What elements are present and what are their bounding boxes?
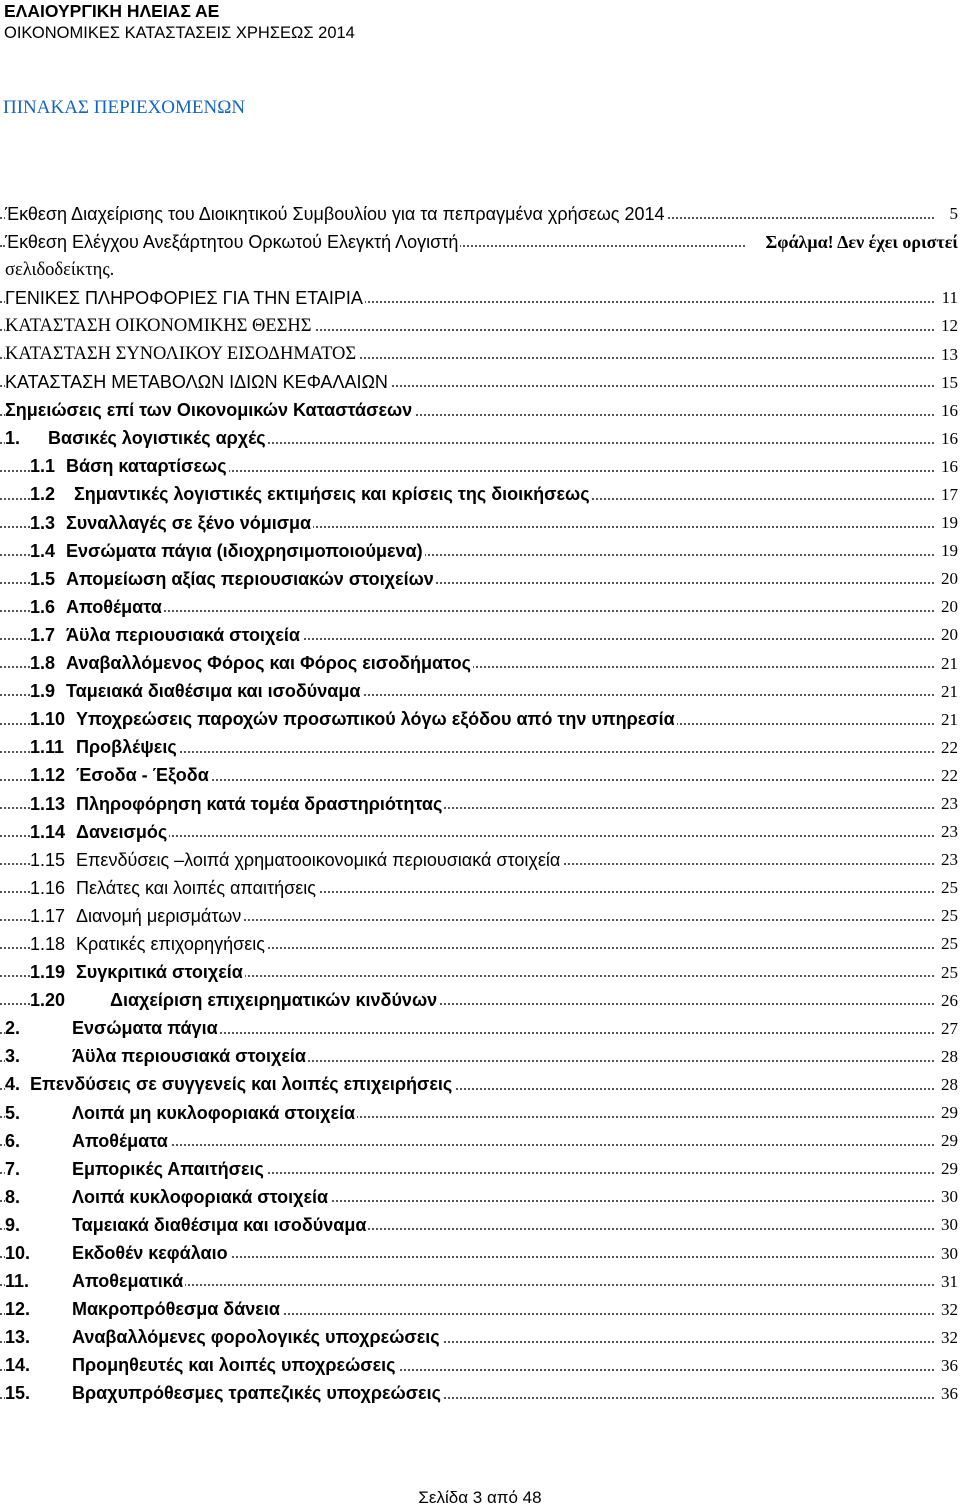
toc-entry-page: 22 [939, 734, 958, 762]
toc-entry-page: 36 [939, 1352, 958, 1380]
toc-entry[interactable] [0, 1268, 960, 1296]
toc-entry-number: 1.6 [30, 596, 56, 617]
toc-entry-text: Διαχείριση επιχειρηματικών κινδύνων [110, 990, 438, 1011]
toc-entry-label [30, 987, 439, 1015]
toc-entry-number: 1.3 [30, 512, 56, 533]
toc-entry-label [5, 228, 460, 256]
toc-entry-label [30, 593, 164, 621]
toc-entry-page: 28 [939, 1071, 958, 1099]
toc-entry-text: ΚΑΤΑΣΤΑΣΗ ΣΥΝΟΛΙΚΟΥ ΕΙΣΟΔΗΜΑΤΟΣ [5, 344, 357, 365]
toc-entry-page: 23 [939, 846, 958, 874]
toc-entry-number: 1.2 [30, 484, 56, 505]
toc-entry-label [30, 762, 211, 790]
toc-entry-text: Βασικές λογιστικές αρχές [48, 428, 266, 449]
toc-entry-label [5, 1352, 398, 1380]
toc-entry-page: 23 [939, 818, 958, 846]
toc-entry-number: 1.17 [30, 905, 66, 926]
toc-entry[interactable] [0, 678, 960, 706]
toc-entry-page: 21 [939, 678, 958, 706]
toc-entry-number: 4. [5, 1074, 21, 1095]
toc-entry-label [5, 1071, 454, 1099]
toc-entry-text: ΚΑΤΑΣΤΑΣΗ ΜΕΤΑΒΟΛΩΝ ΙΔΙΩΝ ΚΕΦΑΛΑΙΩΝ [5, 372, 388, 393]
toc-entry-page: 29 [939, 1099, 958, 1127]
toc-entry[interactable] [0, 1324, 960, 1352]
toc-entry-page: 32 [939, 1296, 958, 1324]
toc-entry-page: 22 [939, 762, 958, 790]
toc-entry-text: Αποθέματα [72, 1130, 168, 1151]
toc-entry-number: 1.9 [30, 681, 56, 702]
toc-entry-text: Διανομή μερισμάτων [76, 905, 242, 926]
toc-entry-page: Σφάλμα! Δεν έχει οριστεί [763, 228, 958, 256]
toc-entry-number: 11. [5, 1271, 30, 1292]
toc-entry-number: 1.15 [30, 849, 66, 870]
toc-entry-label [30, 959, 245, 987]
toc-entry-text: Σημαντικές λογιστικές εκτιμήσεις και κρίσεις της διοικήσεως [74, 484, 590, 505]
toc-entry-number: 1.1 [30, 456, 56, 477]
toc-entry-label [30, 621, 302, 649]
toc-entry-page: 29 [939, 1127, 958, 1155]
toc-entry-text: Έκθεση Διαχείρισης του Διοικητικού Συμβουλίου για τα πεπραγμένα χρήσεως 2014 [5, 203, 665, 224]
toc-entry-label [5, 1380, 443, 1408]
toc-entry-number: 1.19 [30, 962, 66, 983]
toc-entry[interactable] [0, 340, 960, 368]
toc-entry[interactable] [0, 621, 960, 649]
toc-entry[interactable] [0, 481, 960, 509]
toc-entry-label [5, 340, 358, 368]
toc-entry-number: 7. [5, 1158, 21, 1179]
toc-entry-text: Επενδύσεις σε συγγενείς και λοιπές επιχειρήσεις [30, 1074, 453, 1095]
toc-entry-page: 25 [939, 874, 958, 902]
company-name: ΕΛΑΙΟΥΡΓΙΚΗ ΗΛΕΙΑΣ ΑΕ [4, 1, 220, 21]
toc-entry-text: Αποθεματικά [72, 1271, 184, 1292]
toc-entry-text: Εμπορικές Απαιτήσεις [72, 1158, 264, 1179]
toc-entry[interactable] [0, 228, 960, 256]
toc-entry[interactable] [0, 706, 960, 734]
toc-entry-label [30, 846, 562, 874]
toc-entry[interactable] [0, 846, 960, 874]
toc-entry-page: 20 [939, 621, 958, 649]
toc-entry-label [30, 818, 169, 846]
toc-entry-page: 16 [939, 425, 958, 453]
toc-entry[interactable] [0, 509, 960, 537]
toc-entry-text: Ενσώματα πάγια (ιδιοχρησιμοποιούμενα) [66, 540, 423, 561]
toc-entry-text: Εκδοθέν κεφάλαιο [72, 1243, 228, 1264]
toc-entry-label [5, 284, 365, 312]
toc-entry-number: 6. [5, 1130, 21, 1151]
toc-entry[interactable] [0, 1211, 960, 1239]
toc-entry-number: 1.16 [30, 877, 66, 898]
toc-entry[interactable] [0, 902, 960, 930]
toc-entry-page: 13 [939, 340, 958, 368]
toc-entry-page: 27 [939, 1015, 958, 1043]
toc-entry-number: 12. [5, 1299, 31, 1320]
toc-entry[interactable] [0, 1296, 960, 1324]
toc-entry[interactable] [0, 425, 960, 453]
toc-entry-label [5, 1324, 442, 1352]
toc-entry-text: Προμηθευτές και λοιπές υποχρεώσεις [72, 1355, 396, 1376]
toc-entry-text: Ταμειακά διαθέσιμα και ισοδύναμα [66, 681, 361, 702]
toc-entry-text: Βάση καταρτίσεως [66, 456, 227, 477]
toc-entry-page: 30 [939, 1211, 958, 1239]
toc-entry-text: ΓΕΝΙΚΕΣ ΠΛΗΡΟΦΟΡΙΕΣ ΓΙΑ ΤΗΝ ΕΤΑΙΡΙΑ [5, 287, 363, 308]
toc-entry-number: 2. [5, 1018, 21, 1039]
toc-entry-label [5, 312, 314, 340]
toc-entry[interactable] [0, 959, 960, 987]
toc-entry-label [5, 397, 414, 425]
toc-entry-page: 5 [948, 200, 959, 228]
toc-entry-number: 10. [5, 1243, 31, 1264]
toc-entry[interactable] [0, 1015, 960, 1043]
toc-entry-text: Έσοδα - Έξοδα [76, 765, 209, 786]
toc-entry-number: 8. [5, 1186, 21, 1207]
toc-entry-page: 17 [939, 481, 958, 509]
toc-entry-page: 15 [939, 369, 958, 397]
toc-entry-label [30, 790, 444, 818]
toc-entry-text: Σημειώσεις επί των Οικονομικών Καταστάσεων [5, 400, 413, 421]
toc-entry[interactable] [0, 650, 960, 678]
toc-entry-text: Άϋλα περιουσιακά στοιχεία [66, 624, 300, 645]
toc-entry[interactable] [0, 1043, 960, 1071]
toc-entry-label [30, 930, 267, 958]
toc-entry-page: 36 [939, 1380, 958, 1408]
toc-entry[interactable] [0, 453, 960, 481]
toc-entry[interactable] [0, 734, 960, 762]
toc-entry-label [5, 200, 667, 228]
toc-entry-label [5, 1268, 185, 1296]
toc-entry-page: 32 [939, 1324, 958, 1352]
toc-entry[interactable] [0, 1155, 960, 1183]
toc-entry-page: 30 [939, 1239, 958, 1267]
toc-entry[interactable] [0, 537, 960, 565]
toc-entry-number: 3. [5, 1046, 21, 1067]
toc-entry-number: 9. [5, 1214, 21, 1235]
toc-entry-label [30, 706, 677, 734]
toc-entry-text: Συναλλαγές σε ξένο νόμισμα [66, 512, 312, 533]
toc-entry-number: 1.7 [30, 624, 56, 645]
toc-entry-page: 21 [939, 650, 958, 678]
toc-entry-label [30, 650, 473, 678]
toc-entry-page: 19 [939, 509, 958, 537]
toc-entry-page: 25 [939, 902, 958, 930]
toc-entry[interactable] [0, 818, 960, 846]
toc-entry-page: 25 [939, 959, 958, 987]
toc-entry[interactable] [0, 200, 960, 228]
toc-entry-label [5, 425, 268, 453]
toc-entry-text: Ταμειακά διαθέσιμα και ισοδύναμα [72, 1214, 367, 1235]
toc-entry-page: 20 [939, 593, 958, 621]
toc-entry-page: 23 [939, 790, 958, 818]
toc-entry[interactable] [0, 1127, 960, 1155]
toc-entry-label [30, 481, 592, 509]
toc-entry-text: Λοιπά μη κυκλοφοριακά στοιχεία [72, 1102, 356, 1123]
toc-entry-text: Μακροπρόθεσμα δάνεια [72, 1299, 280, 1320]
toc-entry-page: 21 [939, 706, 958, 734]
toc-entry-label [30, 537, 425, 565]
toc-entry-label [5, 1015, 220, 1043]
toc-entry-label [5, 369, 390, 397]
toc-entry-label [5, 1296, 282, 1324]
toc-entry-text: Άϋλα περιουσιακά στοιχεία [72, 1046, 306, 1067]
toc-entry[interactable] [0, 1352, 960, 1380]
toc-entry-page: 11 [940, 284, 958, 312]
toc-entry-page: 12 [939, 312, 958, 340]
toc-entry-label [30, 453, 229, 481]
toc-entry[interactable] [0, 1071, 960, 1099]
toc-title[interactable]: ΠΙΝΑΚΑΣ ΠΕΡΙΕΧΟΜΕΝΩΝ [3, 97, 246, 118]
toc-entry-number: 1.20 [30, 990, 66, 1011]
toc-entry[interactable] [0, 1099, 960, 1127]
toc-entry-text: ΚΑΤΑΣΤΑΣΗ ΟΙΚΟΝΟΜΙΚΗΣ ΘΕΣΗΣ [5, 315, 312, 336]
toc-entry[interactable] [0, 1239, 960, 1267]
toc-entry-number: 1.18 [30, 933, 66, 954]
toc-entry-label [30, 874, 318, 902]
toc-entry-number: 1.5 [30, 568, 56, 589]
document-subtitle: ΟΙΚΟΝΟΜΙΚΕΣ ΚΑΤΑΣΤΑΣΕΙΣ ΧΡΗΣΕΩΣ 2014 [4, 24, 355, 42]
toc-entry-label [30, 902, 243, 930]
toc-entry-text: Κρατικές επιχορηγήσεις [76, 933, 265, 954]
toc-entry-text: σελιδοδείκτης. [5, 259, 115, 280]
table-of-contents [0, 200, 960, 1408]
toc-entry-page: 19 [939, 537, 958, 565]
toc-entry-label [30, 565, 436, 593]
toc-entry-label [30, 509, 313, 537]
toc-entry-number: 5. [5, 1102, 21, 1123]
toc-entry-page: 16 [939, 397, 958, 425]
toc-entry-number: 1.11 [30, 737, 65, 758]
toc-entry-label [5, 256, 116, 284]
toc-entry-page: 20 [939, 565, 958, 593]
toc-entry[interactable] [0, 256, 960, 284]
toc-entry-label [5, 1155, 266, 1183]
toc-entry[interactable] [0, 790, 960, 818]
toc-entry-text: Βραχυπρόθεσμες τραπεζικές υποχρεώσεις [72, 1383, 441, 1404]
toc-entry-page: 30 [939, 1183, 958, 1211]
toc-entry-page: 26 [939, 987, 958, 1015]
toc-entry-text: Έκθεση Ελέγχου Ανεξάρτητου Ορκωτού Ελεγκτή Λογιστή [5, 231, 459, 252]
toc-entry[interactable] [0, 874, 960, 902]
toc-entry-text: Απομείωση αξίας περιουσιακών στοιχείων [66, 568, 434, 589]
toc-entry-label [30, 734, 179, 762]
toc-entry-text: Υποχρεώσεις παροχών προσωπικού λόγω εξόδου από την υπηρεσία [76, 709, 675, 730]
toc-entry[interactable] [0, 593, 960, 621]
toc-entry-page: 28 [939, 1043, 958, 1071]
toc-entry-text: Λοιπά κυκλοφοριακά στοιχεία [72, 1186, 329, 1207]
toc-entry[interactable] [0, 1380, 960, 1408]
toc-entry-page: 25 [939, 930, 958, 958]
toc-entry-text: Συγκριτικά στοιχεία [76, 962, 243, 983]
toc-entry-number: 1.13 [30, 793, 66, 814]
toc-entry-label [5, 1127, 170, 1155]
toc-entry-text: Αποθέματα [66, 596, 162, 617]
page-footer: Σελίδα 3 από 48 [418, 1488, 542, 1507]
toc-entry-number: 13. [5, 1327, 31, 1348]
toc-entry-number: 15. [5, 1383, 31, 1404]
toc-entry-text: Πελάτες και λοιπές απαιτήσεις [76, 877, 316, 898]
toc-entry-number: 1. [5, 428, 21, 449]
toc-entry-text: Ενσώματα πάγια [72, 1018, 218, 1039]
toc-entry-label [5, 1099, 357, 1127]
toc-entry-text: Επενδύσεις –λοιπά χρηματοοικονομικά περιουσιακά στοιχεία [76, 849, 561, 870]
toc-entry-number: 1.12 [30, 765, 66, 786]
toc-entry[interactable] [0, 1183, 960, 1211]
toc-entry-text: Αναβαλλόμενος Φόρος και Φόρος εισοδήματος [66, 653, 471, 674]
toc-entry-page: 31 [939, 1268, 958, 1296]
toc-entry[interactable] [0, 397, 960, 425]
toc-entry-number: 14. [5, 1355, 31, 1376]
toc-entry-label [5, 1239, 230, 1267]
toc-entry-number: 1.8 [30, 653, 56, 674]
toc-entry[interactable] [0, 312, 960, 340]
toc-entry-label [5, 1043, 308, 1071]
toc-entry-page: 16 [939, 453, 958, 481]
toc-entry[interactable] [0, 930, 960, 958]
toc-entry-label [5, 1183, 330, 1211]
toc-entry-text: Προβλέψεις [76, 737, 177, 758]
toc-entry-number: 1.4 [30, 540, 56, 561]
toc-entry[interactable] [0, 284, 960, 312]
toc-entry-number: 1.14 [30, 821, 66, 842]
toc-entry-page: 29 [939, 1155, 958, 1183]
toc-entry-text: Δανεισμός [76, 821, 168, 842]
toc-entry[interactable] [0, 987, 960, 1015]
toc-entry-number: 1.10 [30, 709, 66, 730]
toc-entry[interactable] [0, 565, 960, 593]
toc-entry-text: Πληροφόρηση κατά τομέα δραστηριότητας [76, 793, 443, 814]
toc-entry[interactable] [0, 369, 960, 397]
toc-entry-label [30, 678, 362, 706]
toc-entry-label [5, 1211, 368, 1239]
toc-entry-text: Αναβαλλόμενες φορολογικές υποχρεώσεις [72, 1327, 440, 1348]
toc-entry[interactable] [0, 762, 960, 790]
